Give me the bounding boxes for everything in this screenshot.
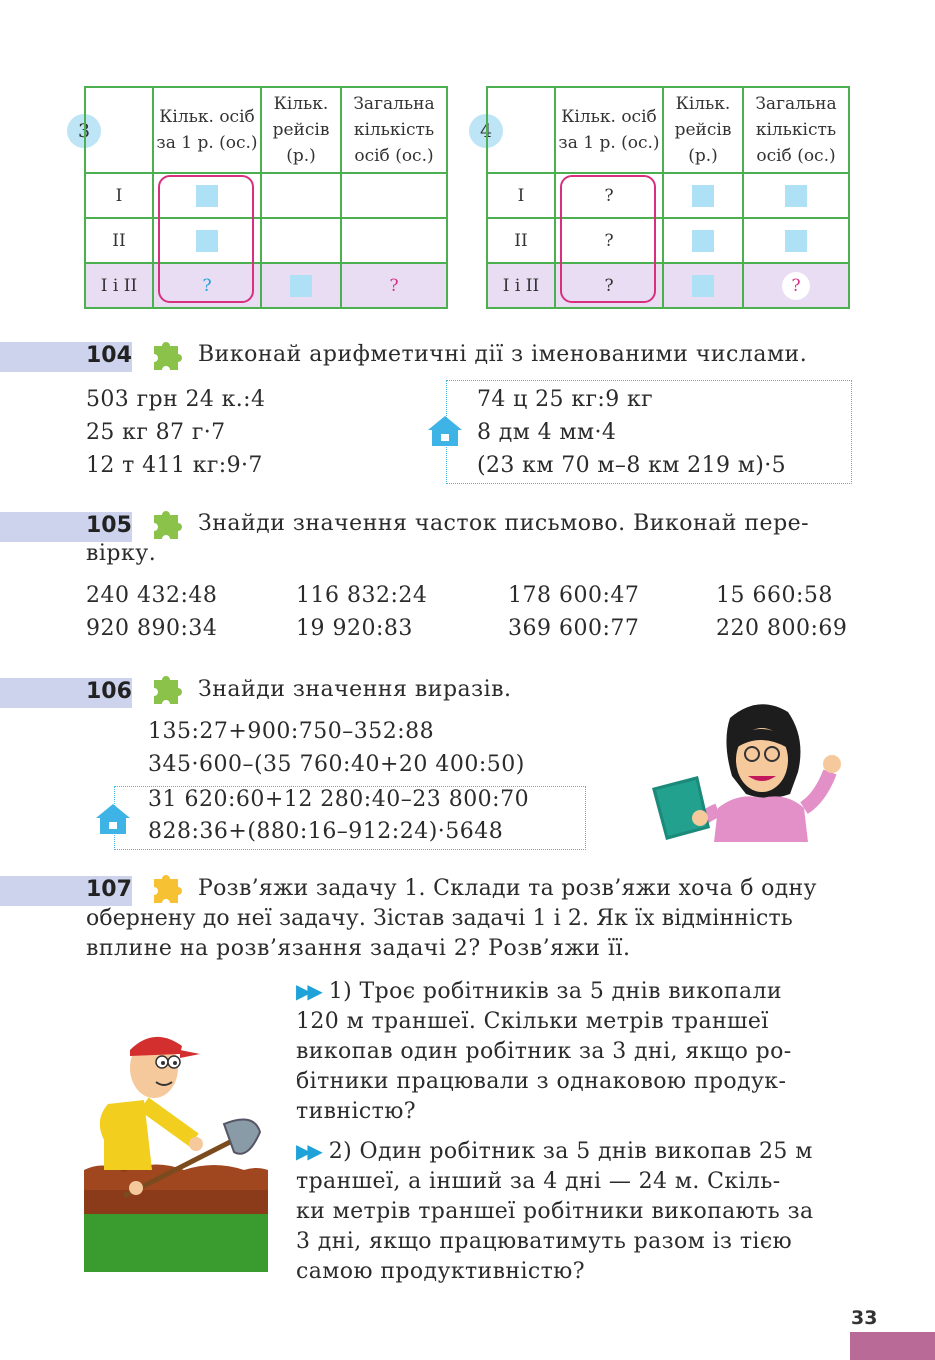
girl-with-book-illustration [648, 698, 858, 842]
table-4-header-persons: Кільк. осіб за 1 р. (ос.) [555, 87, 663, 173]
expression: (23 км 70 м–8 км 219 м)·5 [477, 453, 787, 478]
problem-line: 3 дні, якщо працюватимуть разом із тією [296, 1229, 793, 1254]
problem-line: викопав один робітник за 3 дні, якщо ро- [296, 1039, 792, 1064]
task-104-left-column [86, 383, 265, 482]
puzzle-icon [146, 670, 186, 710]
blank-square [692, 230, 714, 252]
table-3-number: 3 [67, 114, 101, 148]
task-107-intro-line: Розв’яжи задачу 1. Склади та розв’яжи хоча б одну [198, 876, 817, 901]
problem-line: тивністю? [296, 1099, 416, 1124]
division: 920 890:34 [86, 616, 218, 641]
task-104-number: 104 [86, 343, 132, 368]
problem-2 [296, 1136, 856, 1287]
table-3-unknown: ? [341, 263, 447, 308]
puzzle-icon [146, 869, 186, 909]
table-4-unknown: ? [782, 272, 810, 300]
task-107-intro-line: вплине на розв’язання задачі 2? Розв’яжи її. [86, 936, 631, 961]
division: 15 660:58 [716, 583, 833, 608]
table-3-row-label: II [85, 218, 153, 263]
problem-line: самою продуктивністю? [296, 1259, 585, 1284]
task-105-number: 105 [86, 513, 132, 538]
blank-square [692, 275, 714, 297]
expression: 31 620:60+12 280:40–23 800:70 [148, 787, 530, 812]
double-arrow-icon: ▶▶ [296, 1139, 319, 1163]
blank-square [692, 185, 714, 207]
home-icon [94, 802, 132, 836]
table-3-cell [261, 218, 341, 263]
expression: 25 кг 87 г·7 [86, 420, 226, 445]
table-4-unknown: ? [555, 173, 663, 218]
table-3-header-total: Загальна кількість осіб (ос.) [341, 87, 447, 173]
table-3-header-persons: Кільк. осіб за 1 р. (ос.) [153, 87, 261, 173]
table-4-row-label: II [487, 218, 555, 263]
expression: 12 т 411 кг:9·7 [86, 453, 263, 478]
task-104-title: Виконай арифметичні дії з іменованими числами. [198, 342, 808, 367]
division: 178 600:47 [508, 583, 640, 608]
table-4-header-trips: Кільк. рейсів (р.) [663, 87, 743, 173]
puzzle-icon [146, 505, 186, 545]
table-4-row-label: I [487, 173, 555, 218]
task-107-number: 107 [86, 877, 132, 902]
blank-square [290, 275, 312, 297]
task-106-number: 106 [86, 679, 132, 704]
table-3-corner [85, 87, 153, 173]
problem-line: 1) Троє робітників за 5 днів викопали [328, 979, 782, 1004]
table-3-row-label: I і II [85, 263, 153, 308]
table-4 [486, 86, 850, 309]
task-107-intro-line: обернену до неї задачу. Зістав задачі 1 і 2. Як їх відмінність [86, 906, 793, 931]
table-4-cell [663, 218, 743, 263]
division: 240 432:48 [86, 583, 218, 608]
table-4-cell [663, 173, 743, 218]
page-number: 33 [851, 1307, 878, 1329]
table-4-cell [743, 263, 849, 308]
table-3-cell [261, 173, 341, 218]
task-105-title-continued: вірку. [86, 541, 157, 566]
expression: 74 ц 25 кг:9 кг [477, 387, 654, 412]
problem-line: 120 м траншеї. Скільки метрів траншеї [296, 1009, 769, 1034]
division: 116 832:24 [296, 583, 428, 608]
task-105-title: Знайди значення часток письмово. Виконай пере- [198, 511, 810, 536]
table-3-row-label: I [85, 173, 153, 218]
expression: 345·600–(35 760:40+20 400:50) [148, 752, 525, 777]
table-4-cell [663, 263, 743, 308]
task-106-title: Знайди значення виразів. [198, 677, 512, 702]
table-4-corner [487, 87, 555, 173]
table-4-highlight [560, 175, 656, 303]
problem-line: 2) Один робітник за 5 днів викопав 25 м [328, 1139, 813, 1164]
table-3-highlight [158, 175, 254, 303]
expression: 828:36+(880:16–912:24)·5648 [148, 819, 504, 844]
worker-digging-illustration [84, 1020, 268, 1272]
table-4-cell [743, 218, 849, 263]
expression: 135:27+900:750–352:88 [148, 719, 435, 744]
blank-square [785, 230, 807, 252]
task-104-right-column [477, 383, 786, 482]
blank-square [785, 185, 807, 207]
table-4-header-total: Загальна кількість осіб (ос.) [743, 87, 849, 173]
problem-1 [296, 976, 856, 1127]
expression: 8 дм 4 мм·4 [477, 420, 617, 445]
double-arrow-icon: ▶▶ [296, 979, 319, 1003]
table-4-unknown: ? [555, 263, 663, 308]
problem-line: бітники працювали з однаковою продук- [296, 1069, 787, 1094]
table-4-row-label: I і II [487, 263, 555, 308]
puzzle-icon [146, 336, 186, 376]
problem-line: траншеї, а інший за 4 дні — 24 м. Скіль- [296, 1169, 781, 1194]
home-icon [426, 414, 464, 448]
table-3-header-trips: Кільк. рейсів (р.) [261, 87, 341, 173]
table-3-cell [341, 173, 447, 218]
table-3-unknown: ? [153, 263, 261, 308]
table-4-number: 4 [469, 114, 503, 148]
page-number-bar [850, 1332, 935, 1360]
division: 369 600:77 [508, 616, 640, 641]
table-4-unknown: ? [555, 218, 663, 263]
table-3-cell [341, 218, 447, 263]
expression: 503 грн 24 к.:4 [86, 387, 266, 412]
division: 220 800:69 [716, 616, 848, 641]
division: 19 920:83 [296, 616, 413, 641]
table-3-cell [261, 263, 341, 308]
table-4-cell [743, 173, 849, 218]
problem-line: ки метрів траншеї робітники викопають за [296, 1199, 814, 1224]
table-3 [84, 86, 448, 309]
